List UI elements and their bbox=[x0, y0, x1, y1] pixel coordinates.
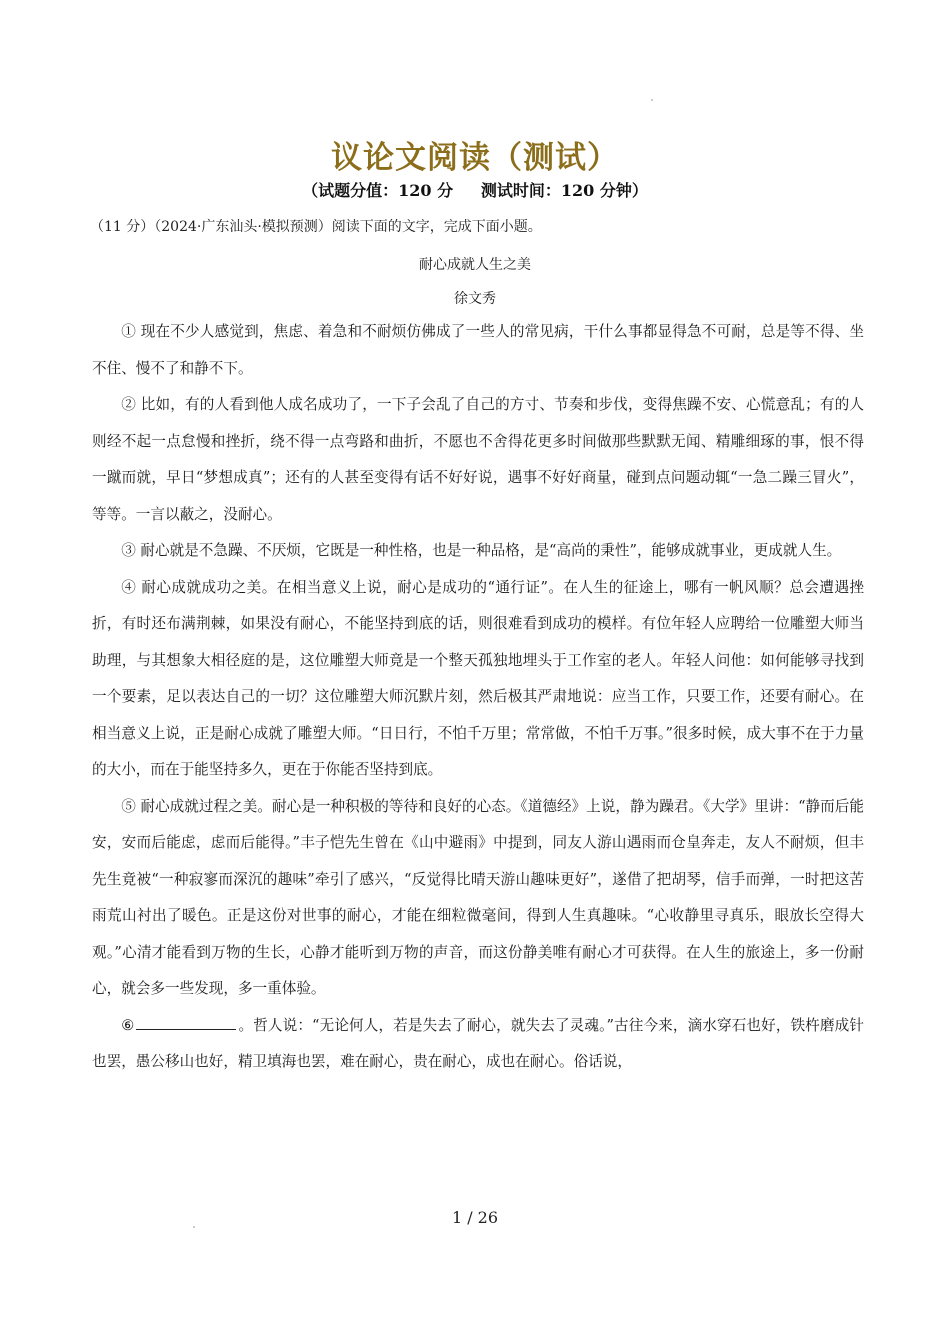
essay-title: 耐心成就人生之美 bbox=[419, 257, 531, 273]
paragraph-1: ① 现在不少人感觉到，焦虑、着急和不耐烦仿佛成了一些人的常见病，干什么事都显得急不可耐，总是等不得、坐不住、慢不了和静不下。 bbox=[92, 323, 864, 377]
paragraph-6 bbox=[92, 1008, 864, 1081]
paragraph-6-number: ⑥ bbox=[121, 1016, 135, 1034]
paragraph-2: ② 比如，有的人看到他人成名成功了，一下子会乱了自己的方寸、节奏和步伐，变得焦躁不安、心慌意乱；有的人则经不起一点怠慢和挫折，绕不得一点弯路和曲折，不愿也不舍得花更多时间做那些默默无闻、精雕细琢的事，恨不得一蹴而就，早日“梦想成真”；还有的人甚至变得有话不好好说，遇事不好好商量，碰到点问题动辄“一急二躁三冒火”，等等。一言以蔽之，没耐心。 bbox=[92, 396, 864, 523]
paragraph-4: ④ 耐心成就成功之美。在相当意义上说，耐心是成功的“通行证”。在人生的征途上，哪有一帆风顺？总会遭遇挫折，有时还布满荆棘，如果没有耐心，不能坚持到底的话，则很难看到成功的模样。有位年轻人应聘给一位雕塑大师当助理，与其想象大相径庭的是，这位雕塑大师竟是一个整天孤独地埋头于工作室的老人。年轻人问他：如何能够寻找到一个要素，足以表达自己的一切？这位雕塑大师沉默片刻，然后极其严肃地说：应当工作，只要工作，还要有耐心。在相当意义上说，正是耐心成就了雕塑大师。“日日行，不怕千万里；常常做，不怕千万事。”很多时候，成大事不在于力量的大小，而在于能坚持多久，更在于你能否坚持到底。 bbox=[92, 578, 864, 778]
page-number: 1 / 26 bbox=[451, 1208, 499, 1227]
essay-author: 徐文秀 bbox=[454, 291, 496, 307]
paragraph-6-text: 。哲人说：“无论何人，若是失去了耐心，就失去了灵魂。”古往今来，滴水穿石也好，铁杵磨成针也罢，愚公移山也好，精卫填海也罢，难在耐心，贵在耐心，成也在耐心。俗话说， bbox=[92, 1016, 864, 1070]
paragraph-5: ⑤ 耐心成就过程之美。耐心是一种积极的等待和良好的心态。《道德经》上说，静为躁君。《大学》里讲：“静而后能安，安而后能虑，虑而后能得。”丰子恺先生曾在《山中避雨》中提到，同友人游山遇雨而仓皇奔走，友人不耐烦，但丰先生竟被“一种寂寥而深沉的趣味”牵引了感兴，“反觉得比晴天游山趣味更好”，遂借了把胡琴，信手而弹，一时把这苦雨荒山衬出了暖色。正是这份对世事的耐心，才能在细粒微毫间，得到人生真趣味。“心收静里寻真乐，眼放长空得大观。”心清才能看到万物的生长，心静才能听到万物的声音，而这份静美唯有耐心才可获得。在人生的旅途上，多一份耐心，就会多一些发现，多一重体验。 bbox=[92, 797, 864, 997]
page-title: 议论文阅读（测试） bbox=[331, 140, 619, 176]
fill-in-blank[interactable] bbox=[136, 1015, 236, 1030]
paragraph-3: ③ 耐心就是不急躁、不厌烦，它既是一种性格，也是一种品格，是“高尚的秉性”，能够成就事业，更成就人生。 bbox=[121, 542, 842, 559]
question-intro: （11 分）（2024·广东汕头·模拟预测）阅读下面的文字，完成下面小题。 bbox=[90, 219, 542, 235]
exam-info: （试题分值：120 分 测试时间：120 分钟） bbox=[302, 181, 648, 200]
scan-speck bbox=[651, 99, 653, 101]
essay-body bbox=[92, 314, 864, 1081]
